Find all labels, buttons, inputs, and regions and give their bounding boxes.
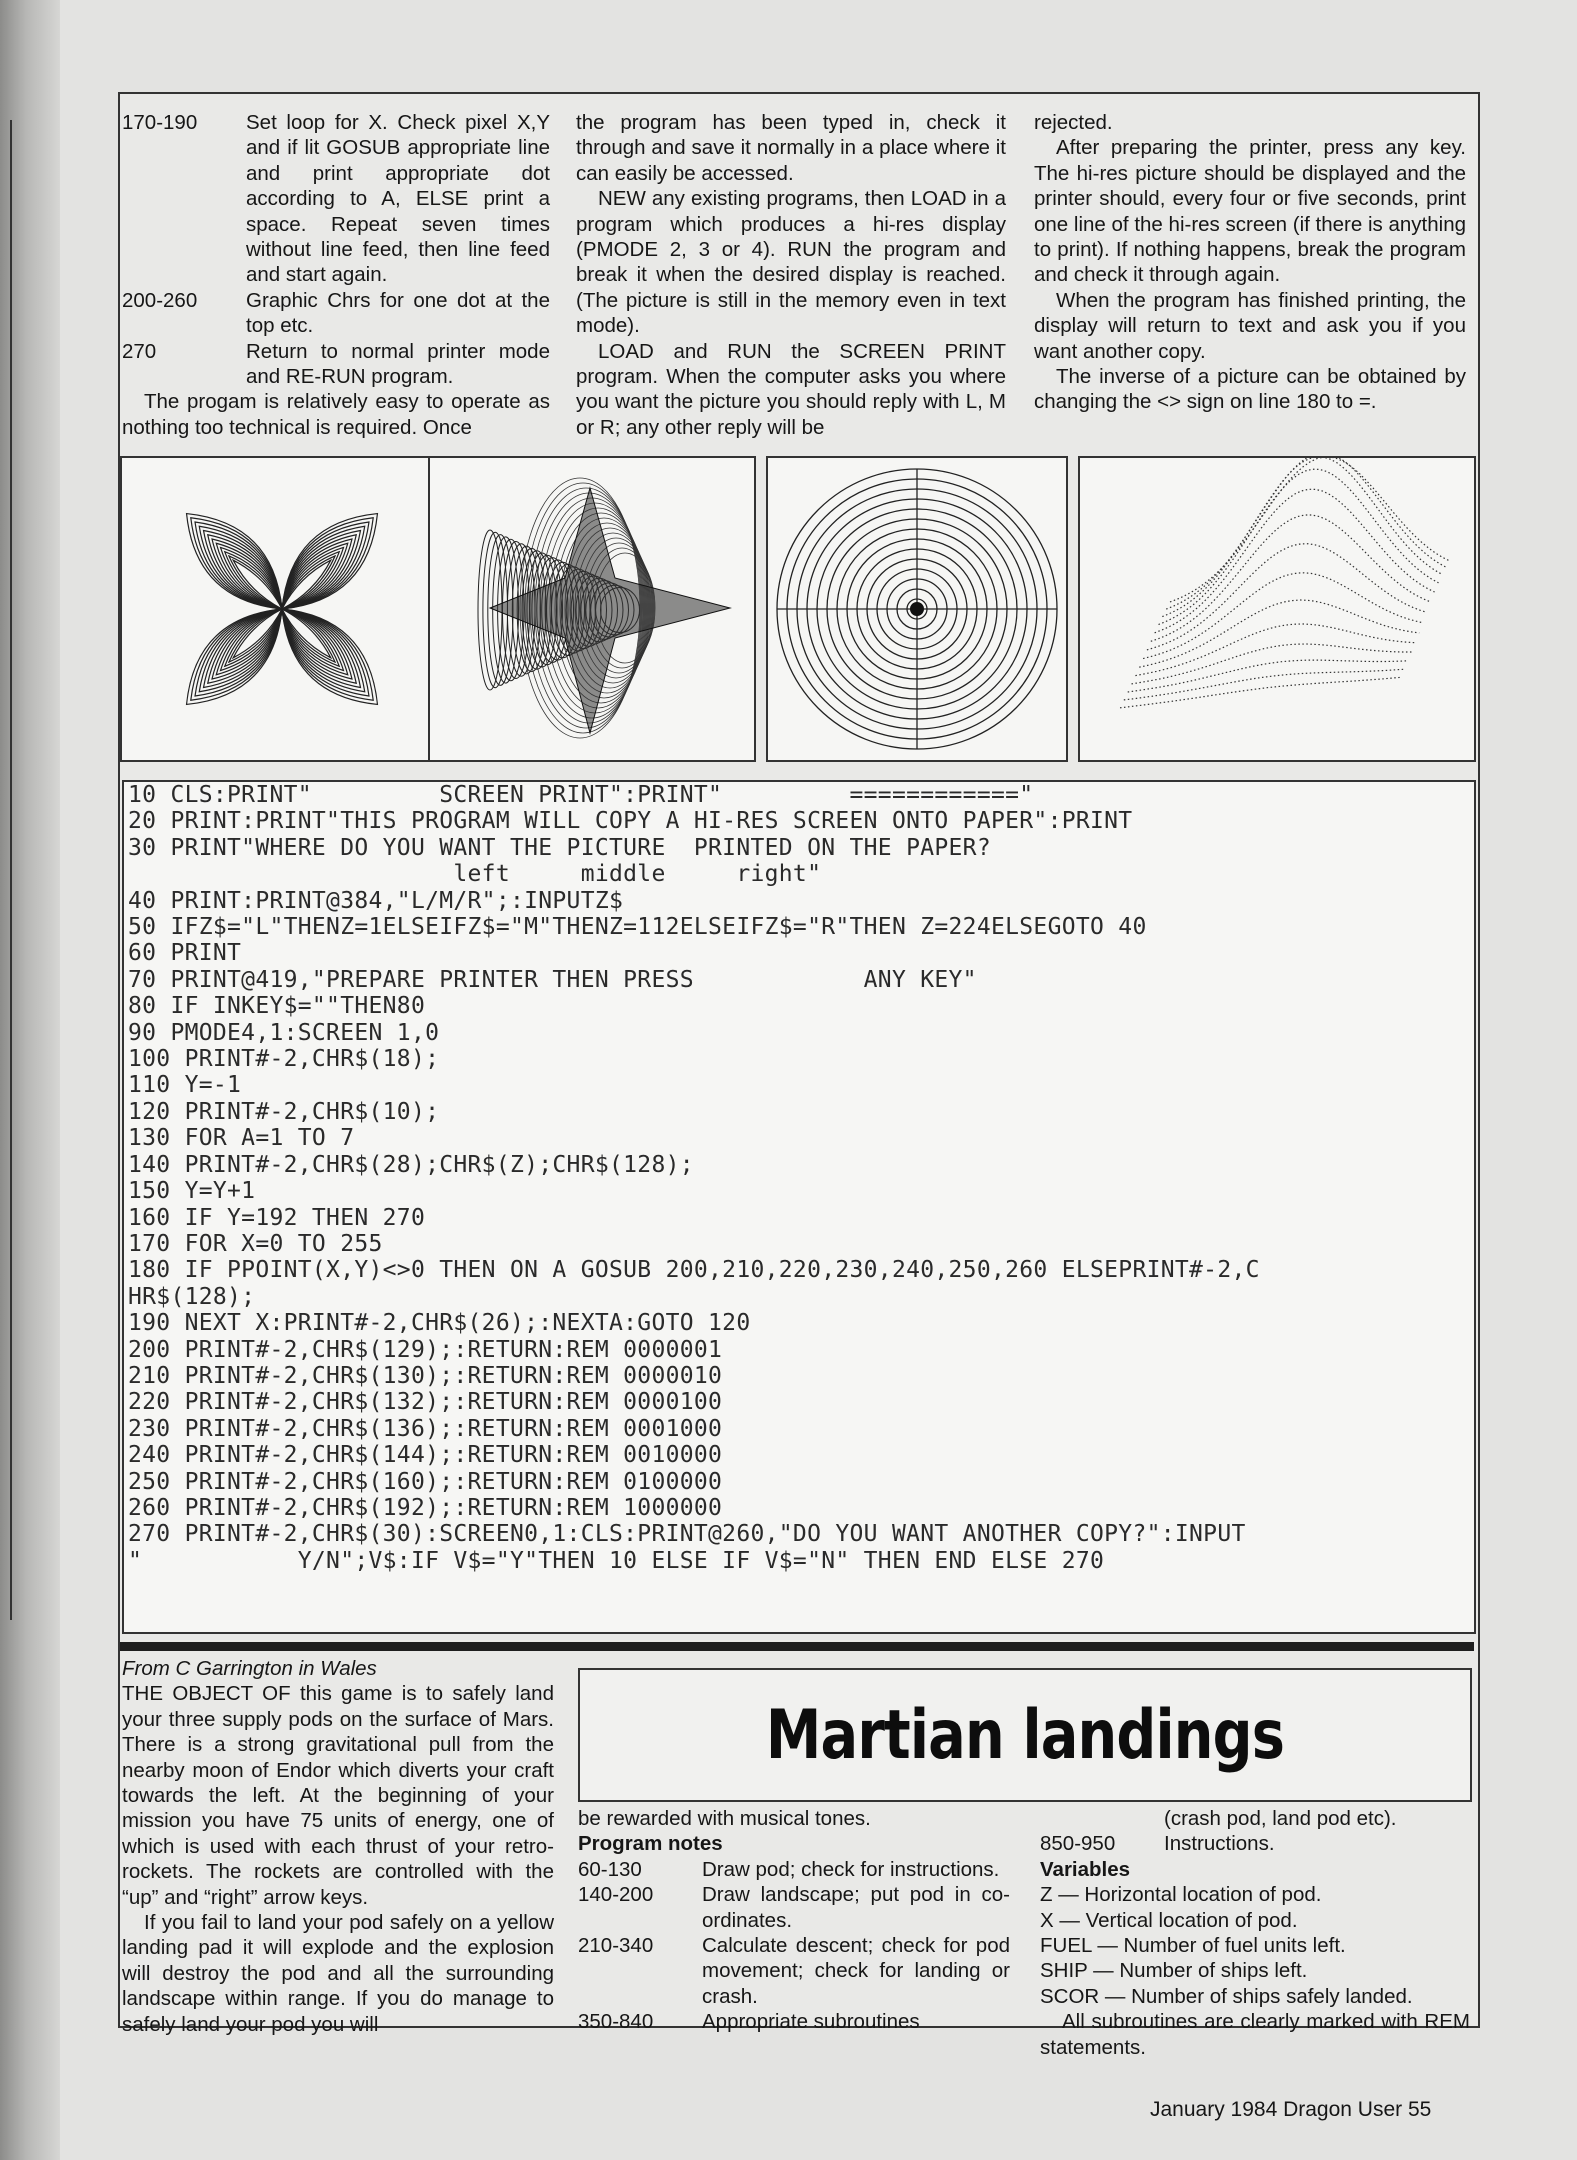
- top-middle-column: [576, 110, 1006, 440]
- note-row: [122, 110, 550, 288]
- listing-line: 170 FOR X=0 TO 255: [128, 1230, 383, 1257]
- listing-line: 30 PRINT"WHERE DO YOU WANT THE PICTURE PRINTED ON THE PAPER?: [128, 834, 991, 861]
- headline: Martian landings: [765, 1695, 1285, 1775]
- listing-line: 70 PRINT@419,"PREPARE PRINTER THEN PRESS ANY KEY": [128, 966, 977, 993]
- martian-right-column: [1040, 1806, 1470, 2060]
- headline-box: [578, 1668, 1472, 1802]
- surface-contour: [1162, 458, 1442, 617]
- listing-line: 230 PRINT#-2,CHR$(136);:RETURN:REM 0001000: [128, 1415, 723, 1442]
- listing-line: 60 PRINT: [128, 940, 242, 967]
- body-paragraph: The inverse of a picture can be obtained by changing the <> sign on line 180 to =.: [1034, 365, 1466, 414]
- listing-line: 40 PRINT:PRINT@384,"L/M/R";:INPUTZ$: [128, 887, 624, 914]
- note-row: [1040, 1831, 1470, 1856]
- top-right-column: [1034, 110, 1466, 415]
- star-shape: [490, 488, 730, 733]
- listing-line: 190 NEXT X:PRINT#-2,CHR$(26);:NEXTA:GOTO 120: [128, 1310, 751, 1337]
- surface-contour: [1166, 458, 1446, 609]
- surface-graphic: [1080, 458, 1474, 760]
- note-row: [122, 288, 550, 339]
- petal-line: [282, 609, 373, 700]
- surface-contour: [1151, 515, 1431, 641]
- listing-line: 100 PRINT#-2,CHR$(18);: [128, 1046, 440, 1073]
- body-paragraph: All subroutines are clearly marked with REM statements.: [1040, 2010, 1470, 2059]
- petal-line: [191, 609, 282, 700]
- surface-contour: [1147, 544, 1427, 650]
- variables-heading: Variables: [1040, 1857, 1131, 1881]
- variable-item: SHIP — Number of ships left.: [1040, 1959, 1308, 1983]
- body-paragraph: After preparing the printer, press any key. The hi-res picture should be displayed and the printer should, every four or five seconds, print one line of the hi-res screen (if there is anything to print). If nothing happens, break the program and check it through again.: [1034, 136, 1466, 287]
- martian-left-column: [122, 1656, 554, 2037]
- flower-graphic: [122, 458, 442, 760]
- listing-line: 140 PRINT#-2,CHR$(28);CHR$(Z);CHR$(128);: [128, 1151, 694, 1178]
- body-paragraph: The progam is relatively easy to operate as nothing too technical is required. Once: [122, 390, 550, 439]
- listing-line: left middle right": [128, 861, 822, 888]
- listing-line: 120 PRINT#-2,CHR$(10);: [128, 1098, 440, 1125]
- listing-line: 160 IF Y=192 THEN 270: [128, 1204, 426, 1231]
- page-folio: January 1984 Dragon User 55: [1150, 2098, 1432, 2121]
- variable-item: SCOR — Number of ships safely landed.: [1040, 1984, 1413, 2008]
- note-text: Appropriate subroutines: [702, 2010, 920, 2034]
- binding-edge-line: [0, 120, 12, 1620]
- program-listing: [122, 780, 1476, 1634]
- surface-contour: [1170, 458, 1450, 602]
- note-row: [122, 339, 550, 390]
- listing-line: 180 IF PPOINT(X,Y)<>0 THEN ON A GOSUB 200,210,220,230,240,250,260 ELSEPRINT#-2,C: [128, 1257, 1260, 1284]
- listing-line: 250 PRINT#-2,CHR$(160);:RETURN:REM 0100000: [128, 1468, 723, 1495]
- listing-line: 270 PRINT#-2,CHR$(30):SCREEN0,1:CLS:PRINT@260,"DO YOU WANT ANOTHER COPY?":INPUT: [128, 1521, 1246, 1548]
- surface-contour: [1120, 677, 1400, 707]
- note-lines: 350-840: [578, 2010, 654, 2034]
- figure-four-petal-flower: [120, 456, 444, 762]
- top-left-column: [122, 110, 550, 440]
- listing-line: 150 Y=Y+1: [128, 1178, 256, 1205]
- note-lines: 60-130: [578, 1857, 642, 1881]
- listing-line: 200 PRINT#-2,CHR$(129);:RETURN:REM 0000001: [128, 1336, 723, 1363]
- note-lines: 140-200: [578, 1883, 654, 1907]
- listing-line: " Y/N";V$:IF V$="Y"THEN 10 ELSE IF V$="N" THEN END ELSE 270: [128, 1547, 1105, 1574]
- note-text: Instructions.: [1164, 1832, 1275, 1856]
- listing-line: 10 CLS:PRINT" SCREEN PRINT":PRINT" ============": [128, 782, 1034, 808]
- listing-line: 90 PMODE4,1:SCREEN 1,0: [128, 1019, 440, 1046]
- body-paragraph: rejected.: [1034, 111, 1113, 134]
- listing-line: 20 PRINT:PRINT"THIS PROGRAM WILL COPY A HI-RES SCREEN ONTO PAPER":PRINT: [128, 808, 1133, 835]
- note-text: Draw pod; check for instructions.: [702, 1857, 1000, 1881]
- note-lines: 270: [122, 339, 157, 363]
- body-paragraph: (crash pod, land pod etc).: [1164, 1807, 1397, 1830]
- listing-line: 130 FOR A=1 TO 7: [128, 1125, 355, 1152]
- body-paragraph: be rewarded with musical tones.: [578, 1807, 871, 1830]
- listing-line: 260 PRINT#-2,CHR$(192);:RETURN:REM 1000000: [128, 1494, 723, 1521]
- body-paragraph: If you fail to land your pod safely on a yellow landing pad it will explode and the explosion will destroy the pod and all the surrounding landscape within range. If you do manage to safely land your pod you will: [122, 1911, 554, 2036]
- variable-item: Z — Horizontal location of pod.: [1040, 1883, 1322, 1907]
- section-divider: [120, 1642, 1474, 1651]
- figure-concentric-circles: [766, 456, 1068, 762]
- listing-line: 240 PRINT#-2,CHR$(144);:RETURN:REM 0010000: [128, 1442, 723, 1469]
- body-paragraph: the program has been typed in, check it through and save it normally in a place where it can easily be accessed.: [576, 111, 1006, 185]
- note-row: [578, 1933, 1010, 2009]
- listing-line: 220 PRINT#-2,CHR$(132);:RETURN:REM 0000100: [128, 1389, 723, 1416]
- note-text: Calculate descent; check for pod movement; check for landing or crash.: [702, 1934, 1010, 2008]
- listing-line: 50 IFZ$="L"THENZ=1ELSEIFZ$="M"THENZ=112ELSEIFZ$="R"THEN Z=224ELSEGOTO 40: [128, 914, 1147, 941]
- note-text: Set loop for X. Check pixel X,Y and if lit GOSUB appropriate line and print appropriate dot according to A, ELSE print a space. Repeat seven times without line feed, then line feed and start again.: [246, 111, 550, 287]
- listing-line: HR$(128);: [128, 1283, 256, 1310]
- circles-graphic: [768, 458, 1066, 760]
- petal-line: [282, 518, 373, 609]
- note-text: Return to normal printer mode and RE-RUN program.: [246, 339, 550, 389]
- variable-item: FUEL — Number of fuel units left.: [1040, 1934, 1346, 1958]
- note-lines: 210-340: [578, 1934, 654, 1958]
- note-text: Draw landscape; put pod in co-ordinates.: [702, 1883, 1010, 1932]
- center-dot: [910, 602, 924, 616]
- listing-line: 110 Y=-1: [128, 1072, 242, 1099]
- byline: From C Garrington in Wales: [122, 1657, 377, 1680]
- martian-middle-column: [578, 1806, 1010, 2035]
- note-row: [578, 2009, 1010, 2034]
- listing-line: 80 IF INKEY$=""THEN80: [128, 993, 426, 1020]
- surface-contour: [1135, 624, 1415, 676]
- surface-contour: [1155, 489, 1435, 633]
- note-row: [578, 1882, 1010, 1933]
- figure-3d-surface: [1078, 456, 1476, 762]
- surface-contour: [1132, 644, 1412, 684]
- listing-line: 210 PRINT#-2,CHR$(130);:RETURN:REM 0000010: [128, 1362, 723, 1389]
- program-notes-heading: Program notes: [578, 1832, 723, 1856]
- variable-item: X — Vertical location of pod.: [1040, 1908, 1298, 1932]
- body-paragraph: When the program has finished printing, the display will return to text and ask you if you want another copy.: [1034, 288, 1466, 363]
- cone-star-graphic: [430, 458, 754, 760]
- petal-line: [191, 518, 282, 609]
- body-paragraph: NEW any existing programs, then LOAD in a program which produces a hi-res display (PMODE 2, 3 or 4). RUN the program and break it when the desired display is reached. (The picture is still in the memory even in text mode).: [576, 187, 1006, 338]
- figure-cone-star-cylinder: [428, 456, 756, 762]
- body-paragraph: LOAD and RUN the SCREEN PRINT program. When the computer asks you where you want the picture you should reply with L, M or R; any other reply will be: [576, 339, 1006, 439]
- surface-contour: [1139, 600, 1419, 667]
- body-paragraph: THE OBJECT OF this game is to safely land your three supply pods on the surface of Mars. There is a strong gravitational pull from the nearby moon of Endor which diverts your craft towards the left. At the beginning of your mission you have 75 units of energy, one of which is used with each thrust of your retro-rockets. The rockets are controlled with the “up” and “right” arrow keys.: [122, 1682, 554, 1909]
- note-row: [578, 1857, 1010, 1882]
- note-lines: 850-950: [1040, 1832, 1116, 1856]
- note-lines: 170-190: [122, 111, 198, 134]
- note-lines: 200-260: [122, 288, 198, 312]
- note-text: Graphic Chrs for one dot at the top etc.: [246, 288, 550, 338]
- surface-contour: [1124, 669, 1404, 700]
